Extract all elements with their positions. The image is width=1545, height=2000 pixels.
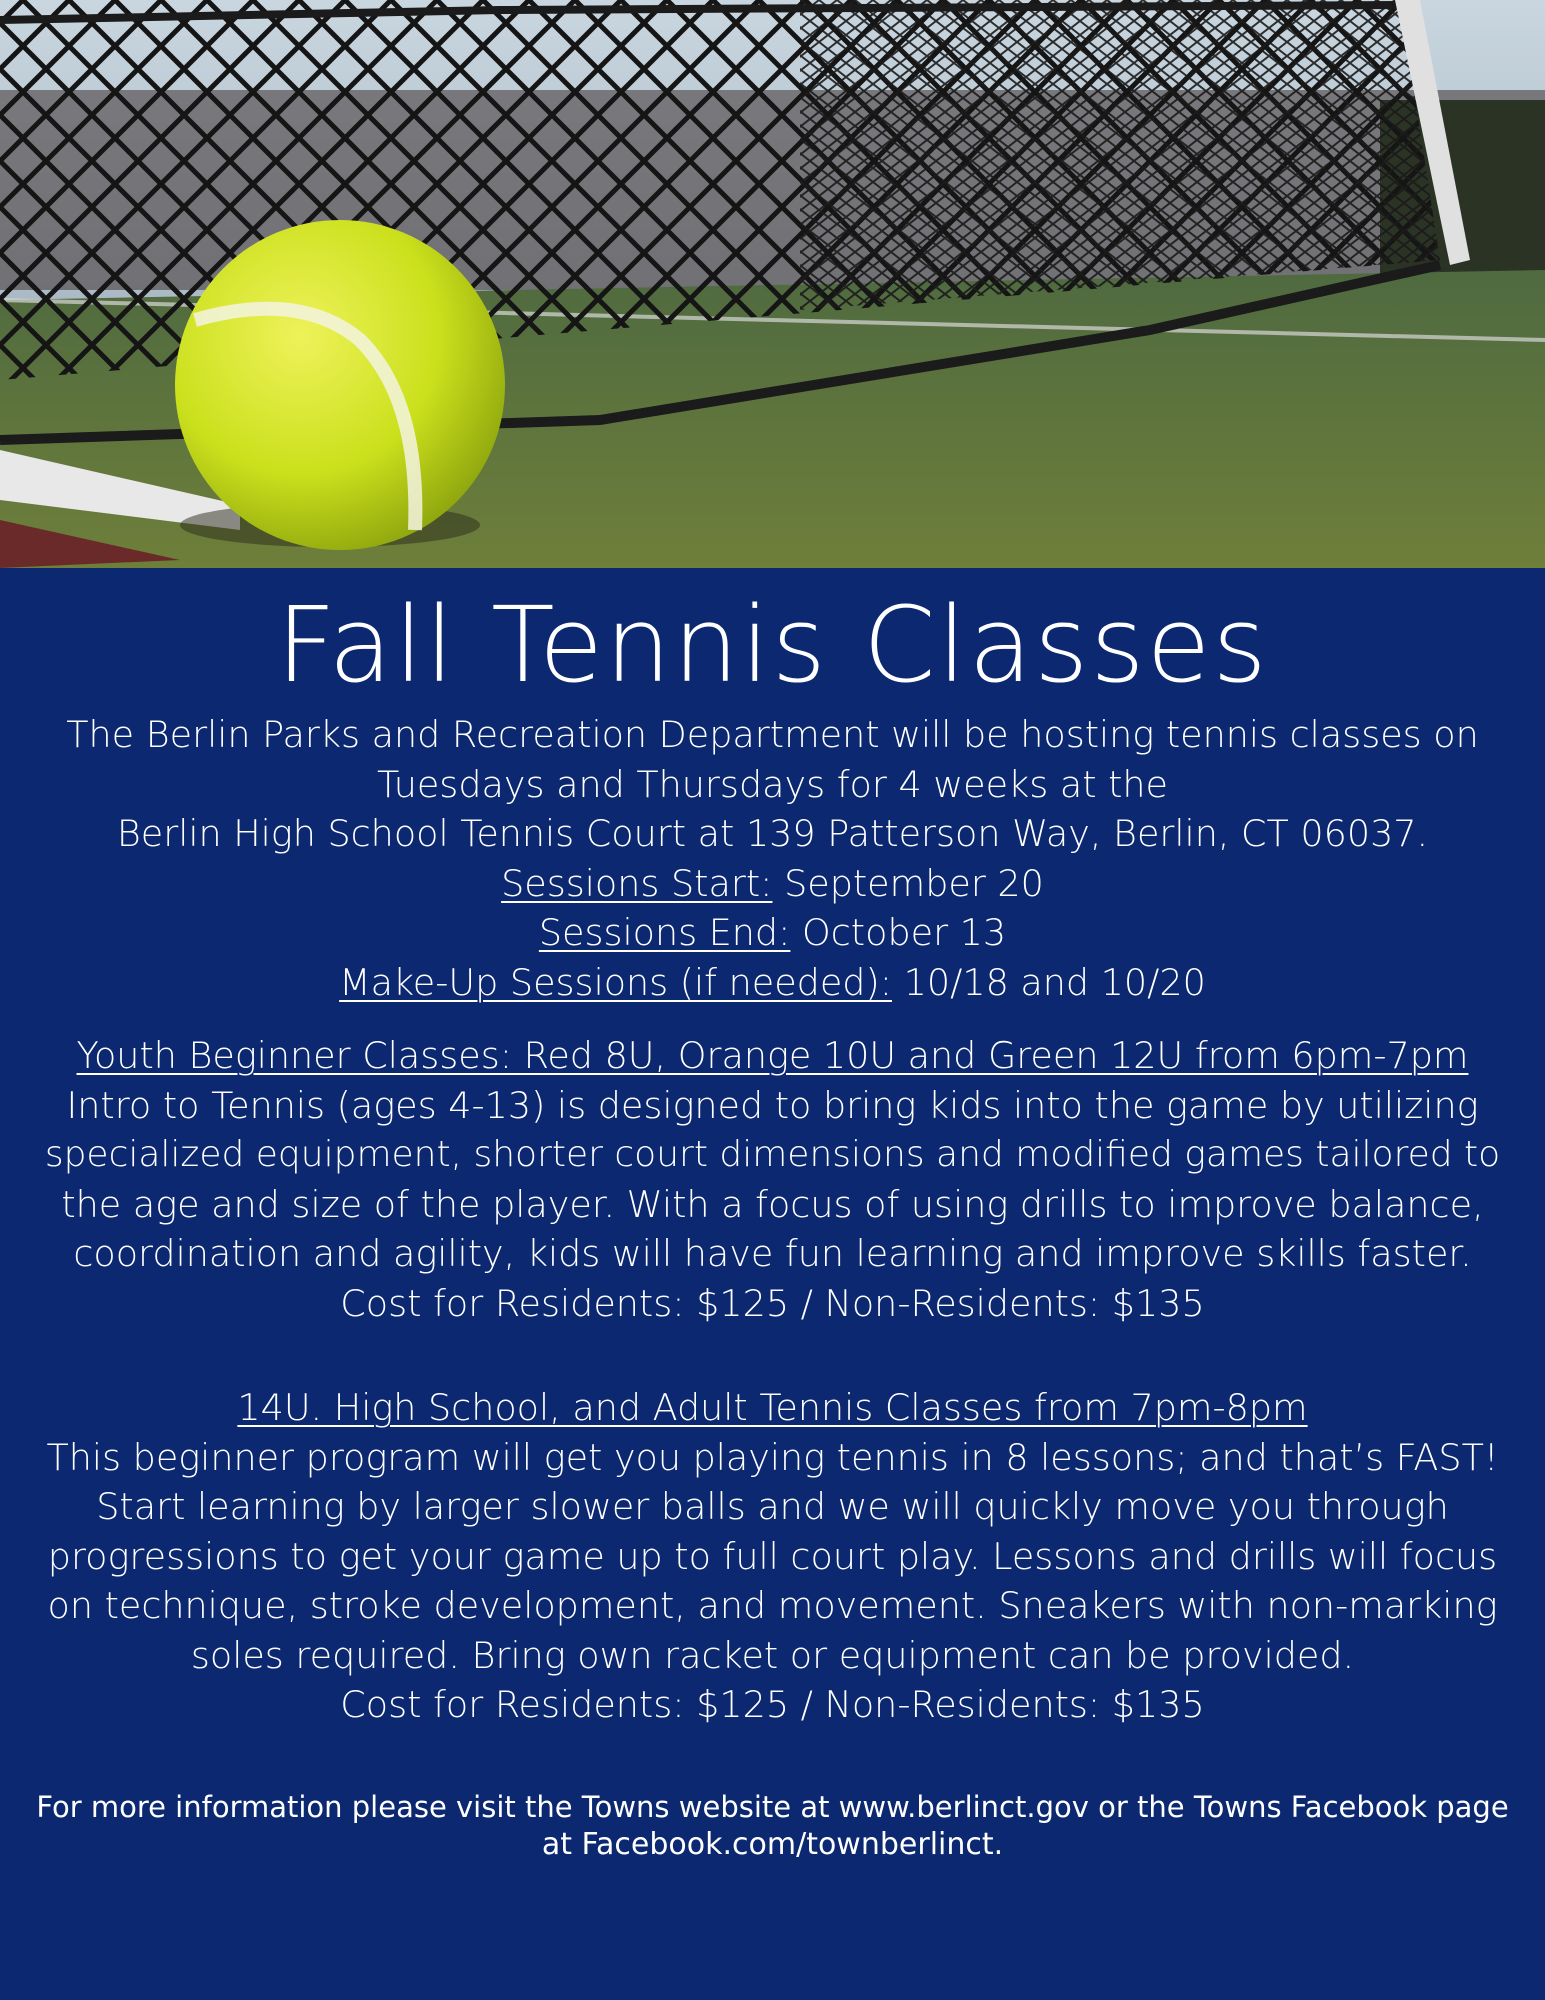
adult-heading: 14U. High School, and Adult Tennis Classes from 7pm-8pm xyxy=(237,1386,1308,1429)
adult-cost: Cost for Residents: $125 / Non-Residents: $135 xyxy=(340,1683,1205,1726)
intro-paragraph xyxy=(40,710,1505,1007)
youth-line: the age and size of the player. With a focus of using drills to improve balance, xyxy=(61,1182,1484,1226)
makeup-sessions xyxy=(40,958,1505,1008)
footer-info xyxy=(0,1788,1545,1864)
youth-heading: Youth Beginner Classes: Red 8U, Orange 10U and Green 12U from 6pm-7pm xyxy=(76,1034,1469,1077)
adult-line: Start learning by larger slower balls and we will quickly move you through xyxy=(96,1485,1449,1528)
adult-line: progressions to get your game up to full court play. Lessons and drills will focus xyxy=(47,1534,1498,1578)
page-title: Fall Tennis Classes xyxy=(276,584,1269,706)
makeup-sessions-label: Make-Up Sessions (if needed): xyxy=(339,960,893,1004)
adult-line: This beginner program will get you playing tennis in 8 lessons; and that’s FAST! xyxy=(46,1435,1499,1479)
sessions-start-value: September 20 xyxy=(772,861,1044,905)
sessions-end xyxy=(40,908,1505,958)
flyer-body xyxy=(0,568,1545,2000)
tennis-ball-net-photo-icon xyxy=(0,0,1545,568)
youth-line: specialized equipment, shorter court dimensions and modified games tailored to xyxy=(44,1134,1501,1175)
sessions-start-label: Sessions Start: xyxy=(501,861,773,905)
intro-line: Berlin High School Tennis Court at 139 Patterson Way, Berlin, CT 06037. xyxy=(116,812,1429,855)
sessions-start xyxy=(40,859,1505,909)
youth-line: Intro to Tennis (ages 4-13) is designed to bring kids into the game by utilizing xyxy=(66,1083,1479,1127)
adult-line: on technique, stroke development, and movement. Sneakers with non-marking xyxy=(47,1584,1498,1627)
intro-line: The Berlin Parks and Recreation Department will be hosting tennis classes on xyxy=(66,713,1479,756)
footer-line: For more information please visit the Towns website at www.berlinct.gov or the Towns Facebook page xyxy=(36,1790,1509,1824)
intro-line: Tuesdays and Thursdays for 4 weeks at the xyxy=(376,762,1169,806)
youth-section xyxy=(40,1031,1505,1328)
footer-line: at Facebook.com/townberlinct. xyxy=(541,1827,1004,1862)
youth-line: coordination and agility, kids will have fun learning and improve skills faster. xyxy=(73,1232,1472,1275)
youth-cost: Cost for Residents: $125 / Non-Residents: $135 xyxy=(340,1281,1205,1325)
adult-section xyxy=(40,1383,1505,1730)
hero-photo xyxy=(0,0,1545,568)
makeup-sessions-value: 10/18 and 10/20 xyxy=(892,960,1206,1004)
sessions-end-value: October 13 xyxy=(790,911,1007,954)
sessions-end-label: Sessions End: xyxy=(538,911,791,954)
adult-line: soles required. Bring own racket or equipment can be provided. xyxy=(190,1633,1355,1677)
